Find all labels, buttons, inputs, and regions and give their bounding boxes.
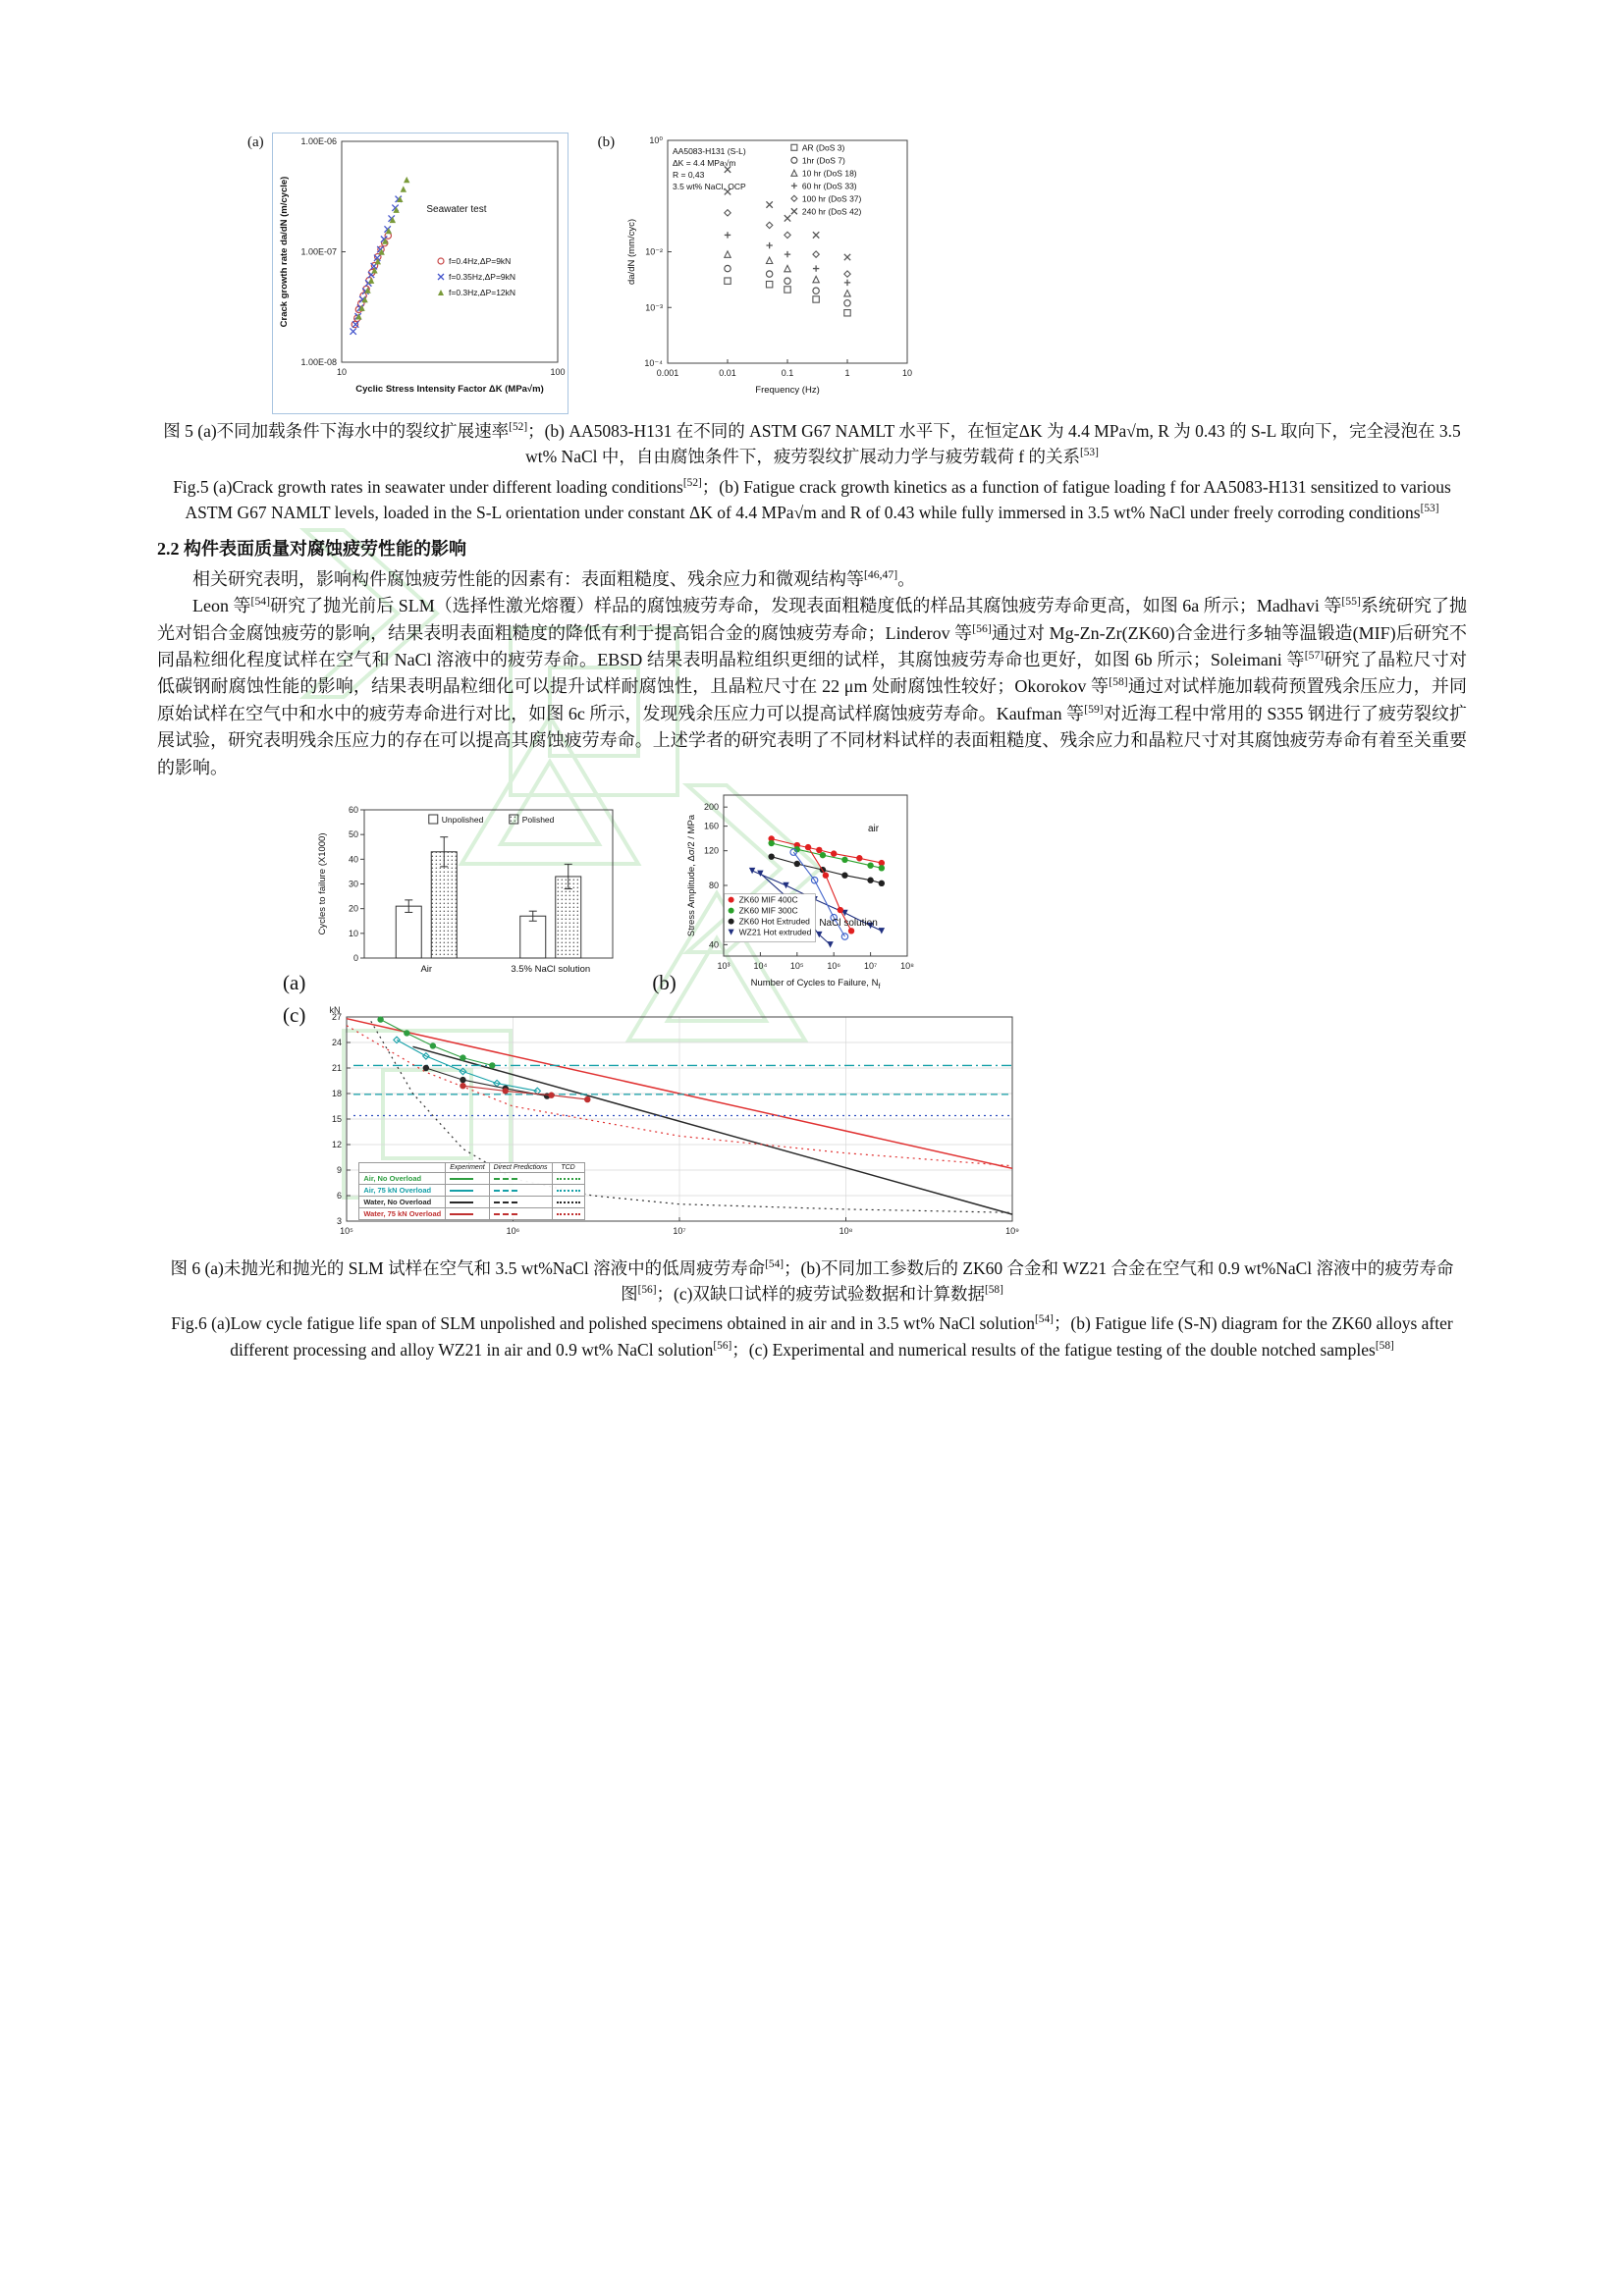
svg-text:Number of Cycles to Failure, N: Number of Cycles to Failure, $N_f$ — [750, 977, 881, 990]
svg-text:30: 30 — [349, 879, 359, 889]
svg-text:240 hr (DoS 42): 240 hr (DoS 42) — [802, 206, 862, 217]
svg-text:1.00E-07: 1.00E-07 — [300, 246, 337, 257]
fig6a-bar-chart — [313, 804, 623, 995]
fig5a-crack-growth-chart — [272, 133, 568, 414]
fig6-caption-cn: 图 6 (a)未抛光和抛光的 SLM 试样在空气和 3.5 wt%NaCl 溶液中的低周疲劳寿命[54]；(b)不同加工参数后的 ZK60 合金和 WZ21 合金在空气和 0.9 wt%NaCl 溶液中的疲劳寿命图[56]；(c)双缺口试样的疲劳试验数据和计算数据[58] — [170, 1257, 1454, 1305]
fig6c-wrap — [313, 1001, 1020, 1252]
svg-text:0.001: 0.001 — [656, 368, 679, 378]
svg-text:WZ21 Hot extruded: WZ21 Hot extruded — [738, 927, 812, 937]
svg-text:Polished: Polished — [522, 814, 555, 825]
fig6c-legend-table: Experiment Direct Predictions TCD Air, No Overload Air, 75 kN Overload Water, No Overload Water, 75 kN Overload — [358, 1162, 584, 1220]
svg-text:10⁻³: 10⁻³ — [645, 302, 664, 313]
svg-text:NaCl solution: NaCl solution — [819, 917, 878, 929]
svg-text:0.01: 0.01 — [719, 368, 736, 378]
fig5-label-a: (a) — [247, 134, 264, 150]
svg-text:10⁵: 10⁵ — [340, 1225, 354, 1236]
svg-text:f=0.4Hz,ΔP=9kN: f=0.4Hz,ΔP=9kN — [448, 256, 511, 266]
svg-text:1.00E-08: 1.00E-08 — [300, 357, 337, 367]
svg-text:200: 200 — [703, 802, 719, 813]
svg-text:40: 40 — [349, 854, 359, 865]
section-heading: 2.2 构件表面质量对腐蚀疲劳性能的影响 — [157, 539, 466, 559]
svg-text:3.5 wt% NaCl, OCP: 3.5 wt% NaCl, OCP — [673, 182, 746, 191]
svg-text:10⁶: 10⁶ — [827, 960, 840, 971]
svg-text:ZK60 MIF 300C: ZK60 MIF 300C — [738, 905, 798, 916]
svg-text:21: 21 — [332, 1062, 343, 1073]
svg-text:0: 0 — [353, 952, 359, 963]
svg-text:60: 60 — [349, 804, 359, 815]
svg-text:10⁸: 10⁸ — [899, 960, 914, 971]
fig6b-sn-chart — [684, 789, 915, 995]
svg-text:12: 12 — [332, 1139, 343, 1149]
fig5b-frequency-chart — [623, 133, 917, 412]
svg-text:Air: Air — [420, 963, 433, 975]
svg-text:10: 10 — [349, 928, 359, 938]
figure6-row-c — [283, 1001, 1467, 1252]
svg-text:AR (DoS 3): AR (DoS 3) — [802, 142, 845, 153]
svg-text:Cycles to failure (X1000): Cycles to failure (X1000) — [317, 832, 329, 935]
svg-text:f=0.35Hz,ΔP=9kN: f=0.35Hz,ΔP=9kN — [448, 272, 515, 282]
svg-text:120: 120 — [703, 845, 719, 856]
svg-text:10³: 10³ — [717, 960, 731, 971]
svg-text:1: 1 — [844, 368, 850, 378]
svg-text:air: air — [867, 824, 879, 835]
svg-text:60 hr (DoS 33): 60 hr (DoS 33) — [802, 181, 857, 191]
fig5-caption-en: Fig.5 (a)Crack growth rates in seawater under different loading conditions[52]；(b) Fatigue crack growth kinetics as a function of fatigue loading f for AA5083-H131 sensitized to various ASTM G67 NAMLT levels, loaded in the S-L orientation under constant ΔK of 4.4 MPa√m and R of 0.43 while fully immersed in 3.5 wt% NaCl under freely corroding conditions[53] — [173, 476, 1451, 522]
svg-text:ΔK = 4.4 MPa√m: ΔK = 4.4 MPa√m — [673, 158, 736, 168]
svg-text:AA5083-H131 (S-L): AA5083-H131 (S-L) — [673, 146, 746, 156]
svg-text:100 hr (DoS 37): 100 hr (DoS 37) — [802, 193, 862, 204]
fig6-label-c: (c) — [283, 1002, 306, 1027]
svg-text:10⁸: 10⁸ — [839, 1225, 853, 1236]
svg-text:10⁵: 10⁵ — [789, 960, 804, 971]
svg-text:27: 27 — [332, 1011, 343, 1022]
fig6-caption-en: Fig.6 (a)Low cycle fatigue life span of SLM unpolished and polished specimens obtained in air and in 3.5 wt% NaCl solution[54]；(b) Fatigue life (S-N) diagram for the ZK60 alloys after different processing and alloy WZ21 in air and 0.9 wt% NaCl solution[56]；(c) Experimental and numerical results of the fatigue testing of the double notched samples[58] — [171, 1313, 1453, 1360]
svg-text:Unpolished: Unpolished — [442, 814, 484, 825]
svg-text:da/dN (mm/cyc): da/dN (mm/cyc) — [626, 218, 638, 286]
svg-text:10⁶: 10⁶ — [506, 1225, 520, 1236]
svg-text:24: 24 — [332, 1037, 343, 1047]
svg-text:10⁰: 10⁰ — [649, 135, 664, 145]
svg-text:Cyclic Stress Intensity Factor: Cyclic Stress Intensity Factor ΔK (MPa√m) — [354, 384, 544, 395]
fig6-label-b: (b) — [652, 970, 677, 994]
svg-text:10⁻²: 10⁻² — [645, 246, 664, 257]
svg-text:R = 0,43: R = 0,43 — [673, 170, 705, 180]
svg-text:Seawater test: Seawater test — [426, 203, 487, 215]
svg-text:100: 100 — [550, 367, 566, 377]
svg-text:18: 18 — [332, 1088, 343, 1098]
paragraph-2: Leon 等[54]研究了抛光前后 SLM（选择性激光熔覆）样品的腐蚀疲劳寿命，发现表面粗糙度低的样品其腐蚀疲劳寿命更高，如图 6a 所示；Madhavi 等[55]系统研究了抛光对铝合金腐蚀疲劳的影响，结果表明表面粗糙度的降低有利于提高铝合金的腐蚀疲劳寿命；Linderov 等[56]通过对 Mg-Zn-Zr(ZK60)合金进行多轴等温锻造(MIF)后研究不同晶粒细化程度试样在空气和 NaCl 溶液中的疲劳寿命。EBSD 结果表明晶粒组织更细的试样，其腐蚀疲劳寿命也更好，如图 6b 所示；Soleimani 等[57]研究了晶粒尺寸对低碳钢耐腐蚀性能的影响，结果表明晶粒细化可以提升试样耐腐蚀性，且晶粒尺寸在 22 μm 处耐腐蚀性较好；Okorokov 等[58]通过对试样施加载荷预置残余压应力，并同原始试样在空气中和水中的疲劳寿命进行对比，如图 6c 所示，发现残余压应力可以提高试样腐蚀疲劳寿命。Kaufman 等[59]对近海工程中常用的 S355 钢进行了疲劳裂纹扩展试验，研究表明残余压应力的存在可以提高其腐蚀疲劳寿命。上述学者的研究表明了不同材料试样的表面粗糙度、残余应力和晶粒尺寸对其腐蚀疲劳寿命有着至关重要的影响。 — [157, 595, 1468, 777]
fig6-label-a: (a) — [283, 970, 306, 994]
svg-text:10⁷: 10⁷ — [673, 1225, 686, 1236]
figure5 — [247, 133, 1467, 414]
svg-text:10⁻⁴: 10⁻⁴ — [644, 358, 664, 368]
svg-text:ZK60 MIF 400C: ZK60 MIF 400C — [738, 894, 798, 905]
figure6-row-ab — [283, 789, 1467, 995]
svg-text:0.1: 0.1 — [781, 368, 794, 378]
svg-text:160: 160 — [703, 821, 719, 831]
svg-text:10: 10 — [902, 368, 913, 378]
paragraph-1: 相关研究表明，影响构件腐蚀疲劳性能的因素有：表面粗糙度、残余应力和微观结构等[46,47]。 — [192, 568, 916, 589]
svg-text:3: 3 — [337, 1215, 343, 1226]
fig5-caption-cn: 图 5 (a)不同加载条件下海水中的裂纹扩展速率[52]；(b) AA5083-H131 在不同的 ASTM G67 NAMLT 水平下，在恒定ΔK 为 4.4 MPa√m, R 为 0.43 的 S-L 取向下，完全浸泡在 3.5 wt% NaCl 中，自由腐蚀条件下，疲劳裂纹扩展动力学与疲劳载荷 f 的关系[53] — [163, 421, 1461, 467]
svg-text:10⁹: 10⁹ — [1005, 1225, 1020, 1236]
svg-text:80: 80 — [708, 880, 719, 890]
svg-text:1.00E-06: 1.00E-06 — [300, 136, 337, 146]
svg-text:10⁷: 10⁷ — [863, 960, 878, 971]
svg-text:Crack growth rate da/dN (m/cyc: Crack growth rate da/dN (m/cycle) — [278, 176, 290, 328]
svg-text:Stress Amplitude, Δσ/2 / MPa: Stress Amplitude, Δσ/2 / MPa — [685, 814, 697, 936]
svg-text:15: 15 — [332, 1113, 343, 1124]
svg-text:Frequency (Hz): Frequency (Hz) — [755, 385, 820, 396]
svg-text:kN: kN — [329, 1004, 341, 1015]
svg-text:10 hr (DoS 18): 10 hr (DoS 18) — [802, 168, 857, 179]
svg-text:f=0.3Hz,ΔP=12kN: f=0.3Hz,ΔP=12kN — [448, 288, 515, 297]
svg-text:40: 40 — [708, 939, 719, 950]
svg-text:20: 20 — [349, 903, 359, 914]
svg-text:9: 9 — [337, 1164, 343, 1175]
svg-text:10⁴: 10⁴ — [753, 960, 768, 971]
svg-text:1hr (DoS 7): 1hr (DoS 7) — [802, 155, 845, 166]
fig5-label-b: (b) — [597, 134, 616, 150]
svg-text:50: 50 — [349, 829, 359, 840]
svg-text:10: 10 — [336, 367, 347, 377]
svg-text:6: 6 — [337, 1190, 343, 1201]
svg-text:ZK60 Hot Extruded: ZK60 Hot Extruded — [738, 916, 810, 927]
svg-text:3.5% NaCl solution: 3.5% NaCl solution — [511, 963, 591, 975]
